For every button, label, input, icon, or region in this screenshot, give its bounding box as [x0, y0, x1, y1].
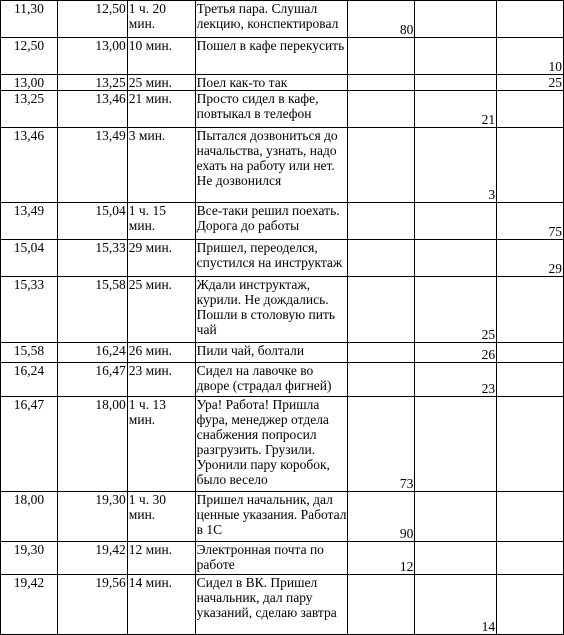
useful-minutes-cell[interactable]	[348, 203, 415, 240]
wasted-minutes-cell[interactable]	[497, 128, 564, 203]
wasted-minutes-cell[interactable]	[497, 397, 564, 492]
wasted-minutes-cell[interactable]	[497, 363, 564, 397]
table-row	[1, 397, 564, 492]
useful-minutes-cell[interactable]	[348, 128, 415, 203]
wasted-minutes-cell[interactable]: 25	[497, 75, 564, 91]
table-row	[1, 91, 564, 128]
neutral-minutes-cell[interactable]	[415, 492, 497, 542]
start-time-cell[interactable]: 18,00	[1, 492, 58, 542]
useful-minutes-cell[interactable]: 12	[348, 542, 415, 575]
wasted-minutes-cell[interactable]	[497, 91, 564, 128]
duration-cell[interactable]: 3 мин.	[127, 128, 195, 203]
activity-cell[interactable]: Сидел на лавочке во дворе (страдал фигней)	[195, 363, 348, 397]
start-time-cell[interactable]: 13,00	[1, 75, 58, 91]
table-row	[1, 343, 564, 363]
duration-cell[interactable]: 1 ч. 30 мин.	[127, 492, 195, 542]
time-log-body	[1, 1, 564, 635]
neutral-minutes-cell[interactable]: 21	[415, 91, 497, 128]
duration-cell[interactable]: 12 мин.	[127, 542, 195, 575]
neutral-minutes-cell[interactable]: 26	[415, 343, 497, 363]
duration-cell[interactable]: 29 мин.	[127, 240, 195, 277]
duration-cell[interactable]: 23 мин.	[127, 363, 195, 397]
neutral-minutes-cell[interactable]: 23	[415, 363, 497, 397]
table-row	[1, 75, 564, 91]
end-time-cell[interactable]: 15,04	[57, 203, 127, 240]
neutral-minutes-cell[interactable]	[415, 397, 497, 492]
end-time-cell[interactable]: 15,58	[57, 277, 127, 343]
useful-minutes-cell[interactable]: 90	[348, 492, 415, 542]
start-time-cell[interactable]: 15,58	[1, 343, 58, 363]
wasted-minutes-cell[interactable]: 75	[497, 203, 564, 240]
useful-minutes-cell[interactable]	[348, 363, 415, 397]
duration-cell[interactable]: 10 мин.	[127, 38, 195, 75]
wasted-minutes-cell[interactable]	[497, 492, 564, 542]
neutral-minutes-cell[interactable]	[415, 38, 497, 75]
activity-cell[interactable]: Все-таки решил поехать. Дорога до работы	[195, 203, 348, 240]
wasted-minutes-cell[interactable]	[497, 575, 564, 635]
neutral-minutes-cell[interactable]: 25	[415, 277, 497, 343]
activity-cell[interactable]: Пошел в кафе перекусить	[195, 38, 348, 75]
table-row	[1, 277, 564, 343]
neutral-minutes-cell[interactable]: 3	[415, 128, 497, 203]
table-row	[1, 38, 564, 75]
duration-cell[interactable]: 14 мин.	[127, 575, 195, 635]
wasted-minutes-cell[interactable]	[497, 277, 564, 343]
table-row	[1, 203, 564, 240]
activity-cell[interactable]: Поел как-то так	[195, 75, 348, 91]
end-time-cell[interactable]: 16,24	[57, 343, 127, 363]
table-row	[1, 542, 564, 575]
activity-cell[interactable]: Пришел, переоделся, спустился на инструктаж	[195, 240, 348, 277]
end-time-cell[interactable]: 19,56	[57, 575, 127, 635]
table-row	[1, 575, 564, 635]
start-time-cell[interactable]: 12,50	[1, 38, 58, 75]
table-row	[1, 363, 564, 397]
start-time-cell[interactable]: 19,30	[1, 542, 58, 575]
neutral-minutes-cell[interactable]	[415, 240, 497, 277]
duration-cell[interactable]: 1 ч. 13 мин.	[127, 397, 195, 492]
neutral-minutes-cell[interactable]	[415, 542, 497, 575]
activity-cell[interactable]: Просто сидел в кафе, повтыкал в телефон	[195, 91, 348, 128]
table-row	[1, 128, 564, 203]
end-time-cell[interactable]: 16,47	[57, 363, 127, 397]
useful-minutes-cell[interactable]	[348, 38, 415, 75]
end-time-cell[interactable]: 19,42	[57, 542, 127, 575]
wasted-minutes-cell[interactable]: 29	[497, 240, 564, 277]
duration-cell[interactable]: 25 мин.	[127, 75, 195, 91]
activity-cell[interactable]: Ура! Работа! Пришла фура, менеджер отдела снабжения попросил разгрузить. Грузили. Уронили пару коробок, было весело	[195, 397, 348, 492]
end-time-cell[interactable]: 19,30	[57, 492, 127, 542]
activity-cell[interactable]: Электронная почта по работе	[195, 542, 348, 575]
useful-minutes-cell[interactable]	[348, 75, 415, 91]
end-time-cell[interactable]: 13,49	[57, 128, 127, 203]
useful-minutes-cell[interactable]	[348, 240, 415, 277]
activity-cell[interactable]: Ждали инструктаж, курили. Не дождались. Пошли в столовую пить чай	[195, 277, 348, 343]
start-time-cell[interactable]: 15,33	[1, 277, 58, 343]
useful-minutes-cell[interactable]	[348, 277, 415, 343]
neutral-minutes-cell[interactable]	[415, 203, 497, 240]
activity-cell[interactable]: Пришел начальник, дал ценные указания. Работал в 1С	[195, 492, 348, 542]
start-time-cell[interactable]: 13,49	[1, 203, 58, 240]
duration-cell[interactable]: 21 мин.	[127, 91, 195, 128]
duration-cell[interactable]: 1 ч. 20 мин.	[127, 1, 195, 38]
end-time-cell[interactable]: 13,25	[57, 75, 127, 91]
activity-cell[interactable]: Третья пара. Слушал лекцию, конспектировал	[195, 1, 348, 38]
duration-cell[interactable]: 25 мин.	[127, 277, 195, 343]
useful-minutes-cell[interactable]	[348, 343, 415, 363]
duration-cell[interactable]: 1 ч. 15 мин.	[127, 203, 195, 240]
duration-cell[interactable]: 26 мин.	[127, 343, 195, 363]
neutral-minutes-cell[interactable]	[415, 75, 497, 91]
table-row	[1, 1, 564, 38]
useful-minutes-cell[interactable]	[348, 91, 415, 128]
neutral-minutes-cell[interactable]: 14	[415, 575, 497, 635]
end-time-cell[interactable]: 13,00	[57, 38, 127, 75]
useful-minutes-cell[interactable]: 80	[348, 1, 415, 38]
table-row	[1, 492, 564, 542]
activity-cell[interactable]: Сидел в ВК. Пришел начальник, дал пару указаний, сделаю завтра	[195, 575, 348, 635]
wasted-minutes-cell[interactable]	[497, 542, 564, 575]
start-time-cell[interactable]: 16,47	[1, 397, 58, 492]
end-time-cell[interactable]: 12,50	[57, 1, 127, 38]
activity-cell[interactable]: Пили чай, болтали	[195, 343, 348, 363]
wasted-minutes-cell[interactable]: 10	[497, 38, 564, 75]
end-time-cell[interactable]: 15,33	[57, 240, 127, 277]
start-time-cell[interactable]: 13,25	[1, 91, 58, 128]
neutral-minutes-cell[interactable]	[415, 1, 497, 38]
activity-cell[interactable]: Пытался дозвониться до начальства, узнать, надо ехать на работу или нет. Не дозвонился	[195, 128, 348, 203]
wasted-minutes-cell[interactable]	[497, 343, 564, 363]
start-time-cell[interactable]: 16,24	[1, 363, 58, 397]
start-time-cell[interactable]: 11,30	[1, 1, 58, 38]
table-row	[1, 240, 564, 277]
end-time-cell[interactable]: 18,00	[57, 397, 127, 492]
start-time-cell[interactable]: 15,04	[1, 240, 58, 277]
useful-minutes-cell[interactable]: 73	[348, 397, 415, 492]
wasted-minutes-cell[interactable]	[497, 1, 564, 38]
useful-minutes-cell[interactable]	[348, 575, 415, 635]
start-time-cell[interactable]: 13,46	[1, 128, 58, 203]
start-time-cell[interactable]: 19,42	[1, 575, 58, 635]
end-time-cell[interactable]: 13,46	[57, 91, 127, 128]
